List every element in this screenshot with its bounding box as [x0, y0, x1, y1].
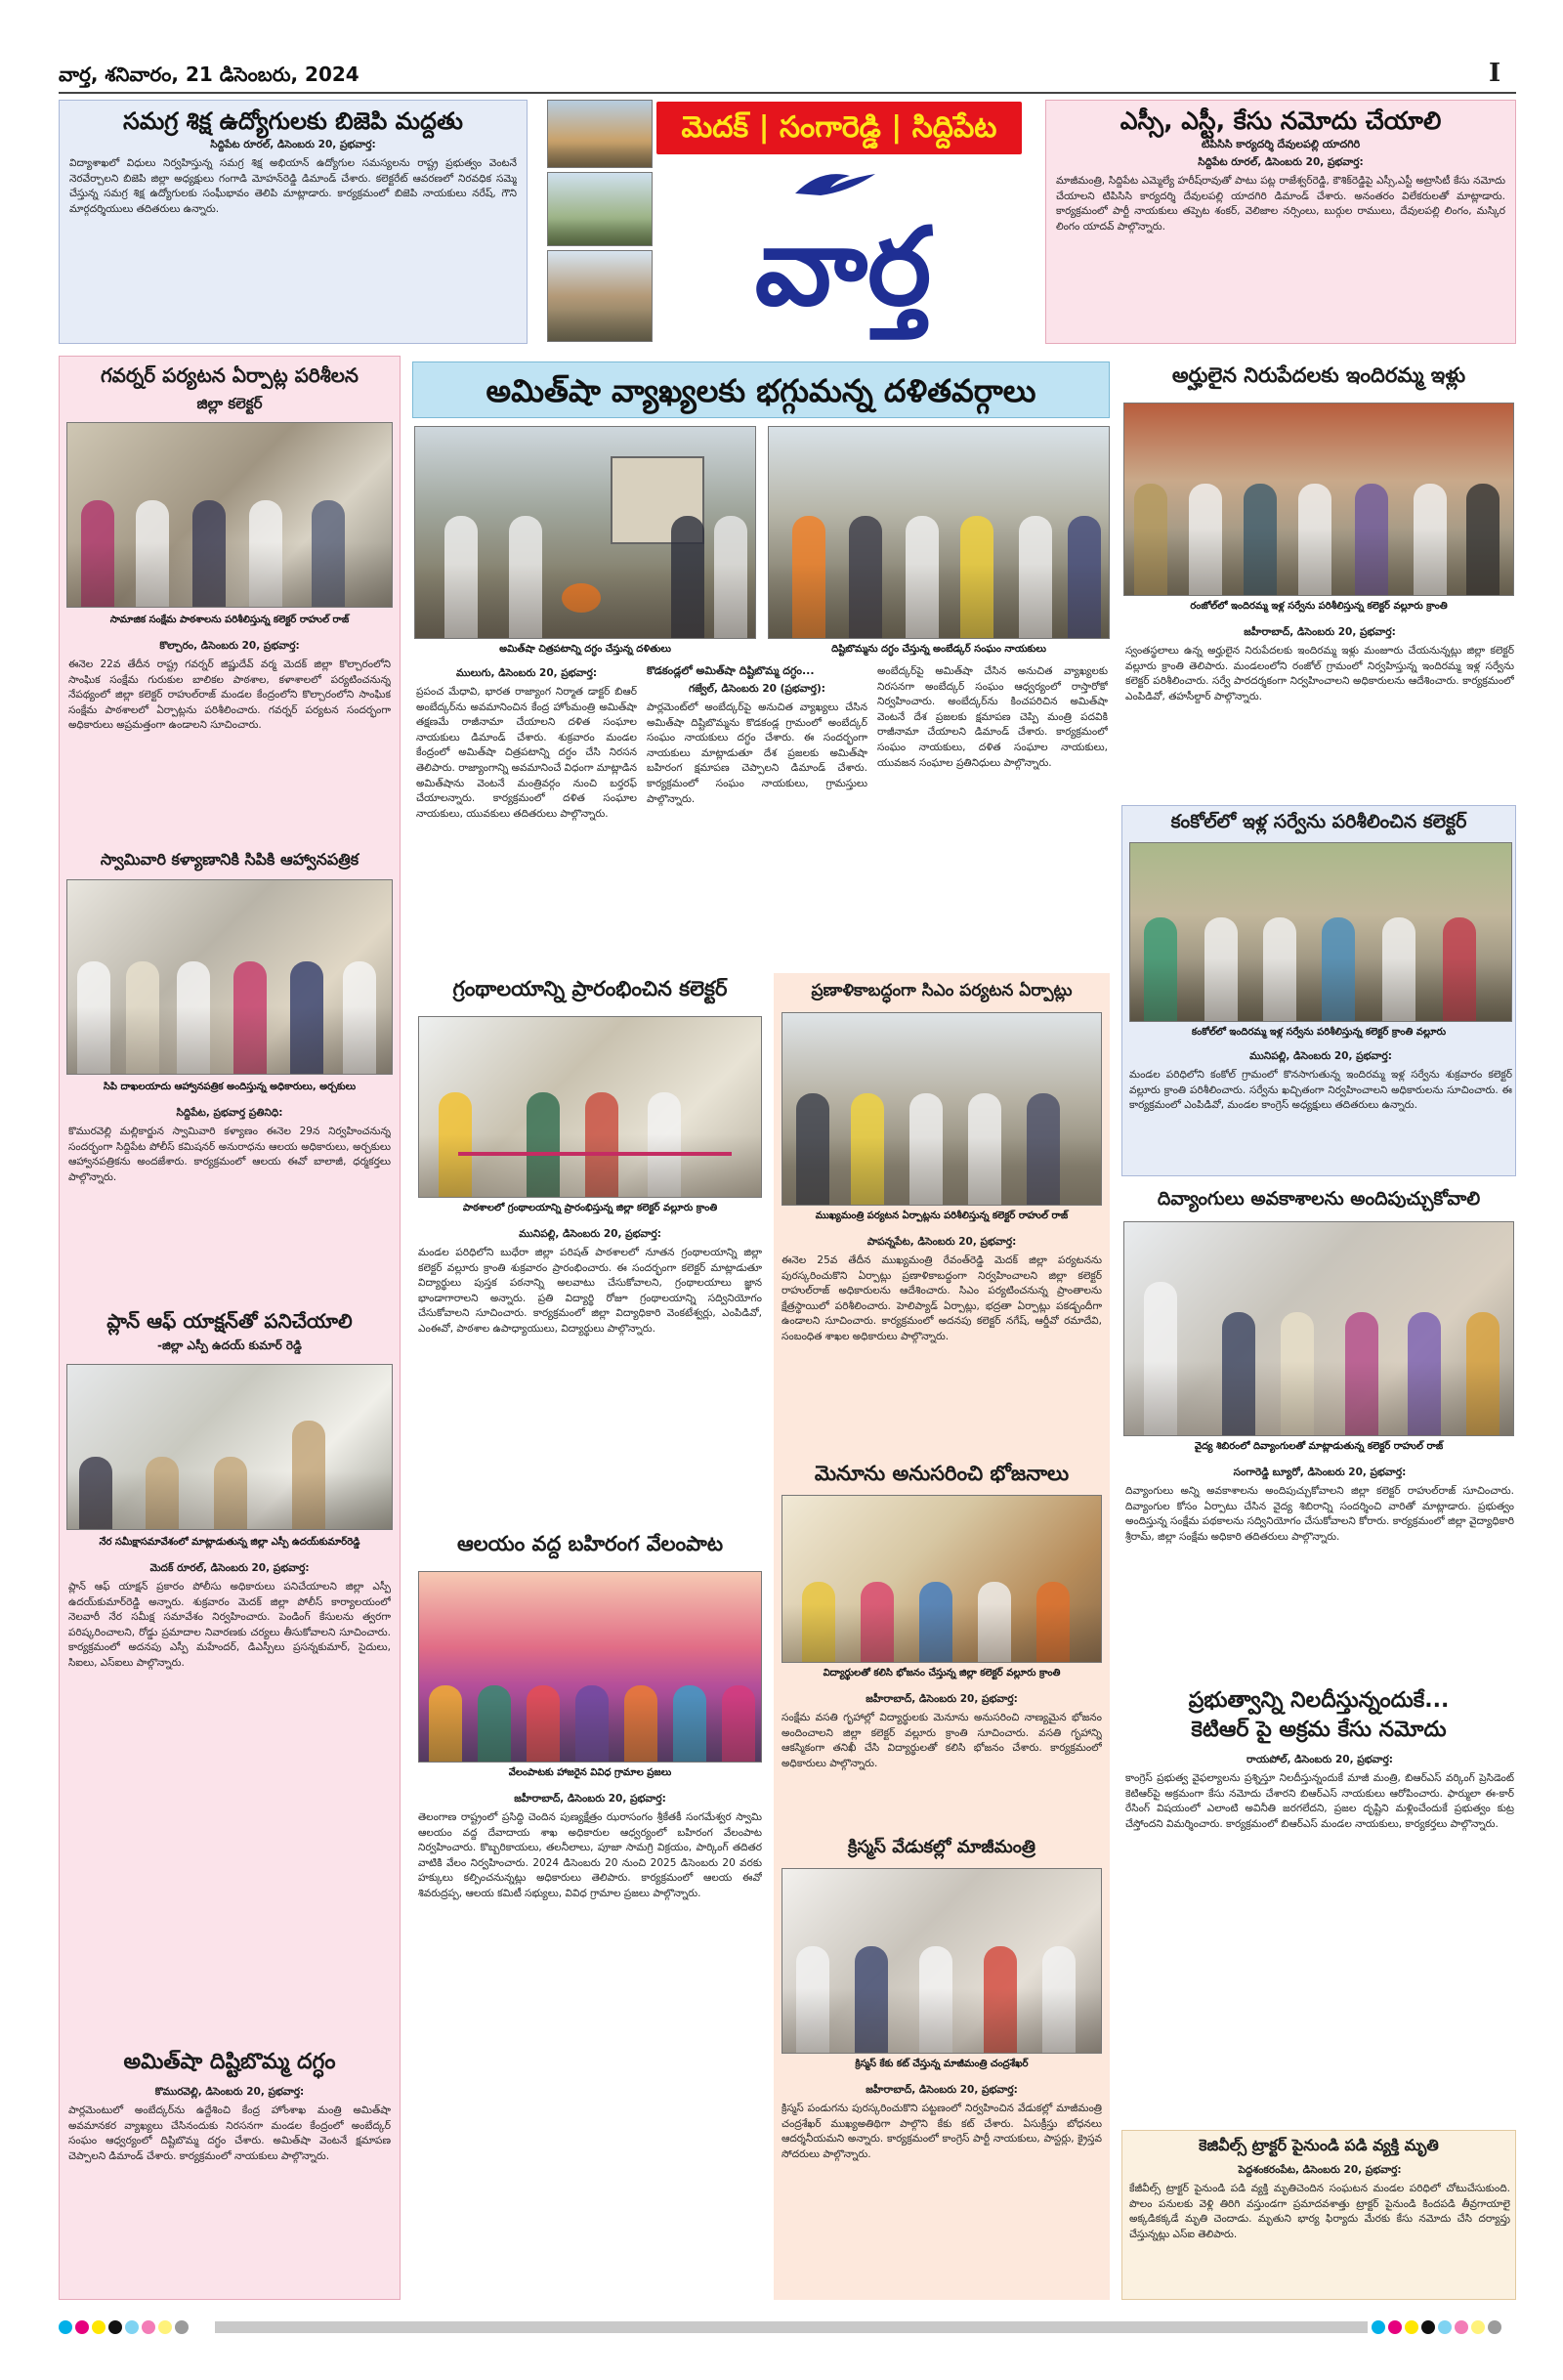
col3-cm-dateline: పాపన్నపేట, డిసెంబరు 20, ప్రభవార్త: [866, 1236, 1017, 1248]
col2-temple-photo [418, 1571, 762, 1763]
temple-photo-1 [547, 100, 653, 168]
col4-s4-body: కాంగ్రెస్ ప్రభుత్వ వైఫల్యాలను ప్రశ్నిస్తూ నిలదీస్తున్నందుకే మాజీ మంత్రి, బిఆర్‌ఎస్ వర్కింగ్ ప్రెసిడెంట్ కెటిఆర్‌పై అక్రమంగా కేసు నమోదు చేశారని బిఆర్‌ఎస్ నాయకులు ఆరోపించారు. ఫార్ములా ఈ-కార్ రేసింగ్ విషయంలో ఎలాంటి అవినీతి జరగలేదని, ప్రజల దృష్టిని మళ్లించేందుకే ప్రభుత్వం కుట్ర చేస్తోందని విమర్శించారు. కార్యక్రమంలో బిఆర్‌ఎస్ మండల నాయకులు, కార్యకర్తలు పాల్గొన్నారు. [1125, 1772, 1514, 1830]
col1-s3-caption: నేర సమీక్షాసమావేశంలో మాట్లాడుతున్న జిల్లా ఎస్పీ ఉదయ్‌కుమార్‌రెడ్డి [99, 1537, 360, 1548]
col3-menu-photo [782, 1495, 1102, 1663]
col3-menu-caption: విద్యార్థులతో కలిసి భోజనం చేస్తున్న జిల్లా కలెక్టర్ వల్లూరు క్రాంతి [823, 1668, 1061, 1679]
footer-gray-bar [215, 2321, 1368, 2333]
col3-menu-dateline: జహీరాబాద్, డిసెంబరు 20, ప్రభవార్త: [866, 1693, 1018, 1705]
col3-cm-headline: ప్రణాళికాబద్ధంగా సిఎం పర్యటన ఏర్పాట్లు [811, 981, 1073, 1000]
col4-s3-photo [1123, 1221, 1514, 1436]
col2-caption-a: అమిత్‌షా చిత్రపటాన్ని దగ్ధం చేస్తున్న దళితులు [499, 644, 671, 655]
monument-photo [547, 172, 653, 246]
col4-s4-headline2: కెటిఆర్ పై అక్రమ కేసు నమోదు [1191, 1718, 1447, 1742]
col4-s2-photo [1129, 842, 1512, 1022]
masthead-date: వార్త, శనివారం, 21 డిసెంబరు, 2024 [59, 63, 359, 86]
col4-s1-headline: అర్హులైన నిరుపేదలకు ఇందిరమ్మ ఇళ్లు [1171, 363, 1466, 387]
col3-menu-body: సంక్షేమ వసతి గృహాల్లో విద్యార్థులకు మెనూను అనుసరించి నాణ్యమైన భోజనం అందించాలని జిల్లా కలెక్టర్ వల్లూరు క్రాంతి సూచించారు. వసతి గృహాన్ని ఆకస్మికంగా తనిఖీ చేసి విద్యార్థులతో కలిసి భోజనం చేశారు. కార్యక్రమంలో అధికారులు పాల్గొన్నారు. [782, 1712, 1102, 1769]
col4-s3-dateline: సంగారెడ్డి బ్యూరో, డిసెంబరు 20, ప్రభవార్త: [1233, 1466, 1407, 1478]
registration-dot [92, 2320, 106, 2334]
col2-temple-dateline: జహీరాబాద్, డిసెంబరు 20, ప్రభవార్త: [514, 1793, 666, 1805]
col2-lib-headline: గ్రంథాలయాన్ని ప్రారంభించిన కలెక్టర్ [452, 977, 728, 1000]
col4-s5-headline: కెజివీల్స్ ట్రాక్టర్ పైనుండి పడి వ్యక్తి మృతి [1199, 2136, 1439, 2154]
col4-s3-caption: వైద్య శిబిరంలో దివ్యాంగులతో మాట్లాడుతున్న కలెక్టర్ రాహుల్ రాజ్ [1194, 1441, 1444, 1452]
col3-menu-headline: మెనూను అనుసరించి భోజనాలు [814, 1462, 1070, 1485]
clocktower-photo [547, 250, 653, 342]
col4-s2-body: మండల పరిధిలోని కంకోల్ గ్రామంలో కొనసాగుతున్న ఇందిరమ్మ ఇళ్ల సర్వేను శుక్రవారం కలెక్టర్ వల్లూరు క్రాంతి పరిశీలించారు. సర్వేను ఖచ్చితంగా నిర్వహించాలని అధికారులను సూచించారు. ఈ కార్యక్రమంలో ఎంపిడివో, మండల కాంగ్రెస్ అధ్యక్షులు తదితరులు ఉన్నారు. [1129, 1069, 1512, 1112]
col3-xmas-body: క్రిస్మస్ పండుగను పురస్కరించుకొని పట్టణంలో నిర్వహించిన వేడుకల్లో మాజీమంత్రి చంద్రశేఖర్ ముఖ్యఅతిథిగా పాల్గొని కేకు కట్ చేశారు. ఏసుక్రీస్తు బోధనలు ఆదర్శనీయమని అన్నారు. కార్యక్రమంలో కాంగ్రెస్ పార్టీ నాయకులు, పాస్టర్లు, క్రైస్తవ సోదరులు పాల్గొన్నారు. [782, 2103, 1102, 2160]
col4-s2-caption: కంకోల్‌లో ఇందిరమ్మ ఇళ్ల సర్వేను పరిశీలిస్తున్న కలెక్టర్ క్రాంతి వల్లూరు [1191, 1027, 1447, 1038]
registration-dot [1405, 2320, 1418, 2334]
col1-s2-caption: సిపి దాఖలయాదు ఆహ్వానపత్రిక అందిస్తున్న అధికారులు, అర్చకులు [103, 1082, 357, 1092]
registration-dot [1438, 2320, 1452, 2334]
col2-sub-b: కొడకండ్లలో అమిత్‌షా దిష్టిబొమ్మ దగ్ధం... [647, 664, 815, 677]
col2-dateline-b: గజ్వేల్, డిసెంబరు 20 (ప్రభవార్త): [689, 683, 825, 695]
col4-s5-body: కేజీవీల్స్ ట్రాక్టర్ పైనుండి పడి వ్యక్తి మృతిచెందిన సంఘటన మండల పరిధిలో చోటుచేసుకుంది. పొలం పనులకు వెళ్లి తిరిగి వస్తుండగా ప్రమాదవశాత్తు ట్రాక్టర్ పైనుండి కిందపడి తీవ్రగాయాలై అక్కడికక్కడే మృతి చెందాడు. మృతుని భార్య ఫిర్యాదు మేరకు కేసు నమోదు చేసి దర్యాప్తు చేస్తున్నట్లు ఎస్‌ఐ తెలిపారు. [1129, 2183, 1510, 2240]
col1-s3-photo [66, 1364, 393, 1530]
col4-s5-dateline: పెద్దశంకరంపేట, డిసెంబరు 20, ప్రభవార్త: [1238, 2164, 1402, 2176]
col3-xmas-caption: క్రిస్మస్ కేకు కట్ చేస్తున్న మాజీమంత్రి చంద్రశేఖర్ [855, 2059, 1029, 2069]
footer-colorbar-right [1372, 2319, 1528, 2335]
top-right-subhead: టిపిసిసి కార్యదర్శి దేవులపల్లి యాదగిరి [1201, 138, 1361, 150]
col1-s1-photo [66, 422, 393, 608]
col1-s2-body: కొమురవెల్లి మల్లికార్జున స్వామివారి కళ్యాణం ఈనెల 29న నిర్వహించనున్న సందర్భంగా సిద్దిపేట పోలీస్ కమిషనర్ అనురాధను ఆలయ అధికారులు, అర్చకులు ఆహ్వానపత్రికను అందజేశారు. కార్యక్రమంలో ఆలయ ఈవో బాలాజీ, ధర్మకర్తలు పాల్గొన్నారు. [68, 1126, 391, 1183]
col1-s3-body: ప్లాన్ ఆఫ్ యాక్షన్ ప్రకారం పోలీసు అధికారులు పనిచేయాలని జిల్లా ఎస్పీ ఉదయ్‌కుమార్‌రెడ్డి అన్నారు. శుక్రవారం మెదక్ జిల్లా పోలీస్ కార్యాలయంలో నెలవారీ నేర సమీక్ష సమావేశం నిర్వహించారు. పెండింగ్ కేసులను త్వరగా పరిష్కరించాలని, రోడ్డు ప్రమాదాల నివారణకు చర్యలు తీసుకోవాలని సూచించారు. కార్యక్రమంలో అదనపు ఎస్పీ మహేందర్, డిఎస్పీలు ప్రసన్నకుమార్, సైదులు, సిఐలు, ఎస్‌ఐలు పాల్గొన్నారు. [68, 1581, 391, 1669]
col4-s4-dateline: రాయపోల్, డిసెంబరు 20, ప్రభవార్త: [1246, 1754, 1393, 1765]
logo-text: వార్త [754, 204, 932, 329]
col2-dateline-a: ములుగు, డిసెంబరు 20, ప్రభవార్త: [455, 667, 598, 679]
registration-dot [1471, 2320, 1485, 2334]
col1-s2-headline: స్వామివారి కళ్యాణానికి సిపికి ఆహ్వానపత్రిక [100, 850, 359, 869]
col4-s4-headline: ప్రభుత్వాన్ని నిలదీస్తున్నందుకే... [1188, 1688, 1450, 1713]
top-left-dateline: సిద్దిపేట రూరల్, డిసెంబరు 20, ప్రభవార్త: [210, 139, 376, 150]
col2-lib-body: మండల పరిధిలోని బుధేరా జిల్లా పరిషత్ పాఠశాలలో నూతన గ్రంథాలయాన్ని జిల్లా కలెక్టర్ వల్లూరు క్రాంతి శుక్రవారం ప్రారంభించారు. ఈ సందర్భంగా కలెక్టర్ మాట్లాడుతూ విద్యార్థులు పుస్తక పఠనాన్ని అలవాటు చేసుకోవాలని, గ్రంథాలయాలు జ్ఞాన భాండాగారాలని అన్నారు. ప్రతి విద్యార్థి రోజూ గ్రంథాలయాన్ని సద్వినియోగం చేసుకోవాలని సూచించారు. కార్యక్రమంలో జిల్లా విద్యాధికారి వెంకటేశ్వర్లు, ఎంపిడివో, ఎంఈవో, పాఠశాల ఉపాధ్యాయులు, విద్యార్థులు పాల్గొన్నారు. [418, 1247, 762, 1335]
col3-cm-caption: ముఖ్యమంత్రి పర్యటన ఏర్పాట్లను పరిశీలిస్తున్న కలెక్టర్ రాహుల్ రాజ్ [815, 1211, 1069, 1221]
col4-s2-dateline: మునిపల్లి, డిసెంబరు 20, ప్రభవార్త: [1249, 1050, 1392, 1062]
logo-block [547, 100, 1026, 344]
registration-dot [1455, 2320, 1468, 2334]
registration-dot [142, 2320, 155, 2334]
top-left-body: విద్యాశాఖలో విధులు నిర్వహిస్తున్న సమగ్ర శిక్ష అభియాన్ ఉద్యోగుల సమస్యలను రాష్ట్ర ప్రభుత్వం వెంటనే నెరవేర్చాలని బిజెపి జిల్లా అధ్యక్షులు గంగాడి మోహన్‌రెడ్డి డిమాండ్ చేశారు. కలెక్టరేట్ ఆవరణలో నిరవధిక సమ్మె చేస్తున్న సమగ్ర శిక్ష ఉద్యోగులకు సంఘీభావం తెలిపి మాట్లాడారు. కార్యక్రమంలో బిజెపి నాయకులు నరేష్, గౌని మార్గదర్శియులు తదితరులు ఉన్నారు. [69, 157, 517, 215]
col3-xmas-dateline: జహీరాబాద్, డిసెంబరు 20, ప్రభవార్త: [866, 2084, 1018, 2096]
registration-dot [75, 2320, 89, 2334]
registration-dot [108, 2320, 122, 2334]
col2-body-a: ప్రపంచ మేధావి, భారత రాజ్యాంగ నిర్మాత డాక్టర్ బిఆర్ అంబేద్కర్‌ను అవమానించిన కేంద్ర హోంమంత్రి అమిత్‌షా తక్షణమే రాజీనామా చేయాలని దళిత సంఘాల నాయకులు డిమాండ్ చేశారు. శుక్రవారం మండల కేంద్రంలో అమిత్‌షా చిత్రపటాన్ని దగ్ధం చేసి నిరసన తెలిపారు. రాజ్యాంగాన్ని అవమానించే విధంగా మాట్లాడిన అమిత్‌షాను వెంటనే మంత్రివర్గం నుంచి బర్తరఫ్ చేయాలన్నారు. కార్యక్రమంలో దళిత సంఘాల నాయకులు, యువకులు తదితరులు పాల్గొన్నారు. [416, 686, 637, 820]
registration-dot [1388, 2320, 1402, 2334]
registration-dot [175, 2320, 189, 2334]
col2-temple-headline: ఆలయం వద్ద బహిరంగ వేలంపాట [456, 1532, 724, 1555]
col4-s2-headline: కంకోల్‌లో ఇళ్ల సర్వేను పరిశీలించిన కలెక్టర్ [1170, 811, 1467, 832]
col1-s3-sub: -జిల్లా ఎస్పీ ఉదయ్ కుమార్ రెడ్డి [157, 1339, 302, 1352]
col4-s3-headline: దివ్యాంగులు అవకాశాలను అందిపుచ్చుకోవాలి [1157, 1188, 1481, 1210]
masthead-rule [59, 92, 1516, 94]
col1-s4-body: పార్లమెంటులో అంబేద్కర్‌ను ఉద్దేశించి కేంద్ర హోంశాఖ మంత్రి అమిత్‌షా అవమానకర వ్యాఖ్యలు చేసినందుకు నిరసనగా మండల కేంద్రంలో అంబేద్కర్ సంఘం ఆధ్వర్యంలో దిష్టిబొమ్మ దగ్ధం చేశారు. అమిత్‌షా వెంటనే క్షమాపణ చెప్పాలని డిమాండ్ చేశారు. కార్యక్రమంలో నాయకులు పాల్గొన్నారు. [68, 2104, 391, 2162]
top-left-story [59, 100, 528, 344]
col2-lib-photo [418, 1016, 762, 1198]
col1-s4-dateline: కొమురవెల్లి, డిసెంబరు 20, ప్రభవార్త: [154, 2086, 305, 2098]
col3-cm-body: ఈనెల 25వ తేదీన ముఖ్యమంత్రి రేవంత్‌రెడ్డి మెదక్ జిల్లా పర్యటనను పురస్కరించుకొని ఏర్పాట్లు ప్రణాళికాబద్ధంగా నిర్వహించాలని జిల్లా కలెక్టర్ రాహుల్‌రాజ్ అధికారులను ఆదేశించారు. సిఎం పర్యటించనున్న ప్రాంతాలను క్షేత్రస్థాయిలో పరిశీలించారు. హెలిప్యాడ్ ఏర్పాట్లు, భద్రతా ఏర్పాట్లు పకడ్బందీగా ఉండాలని సూచించారు. కార్యక్రమంలో అదనపు కలెక్టర్ నగేష్, ఆర్డీవో రమాదేవి, సంబంధిత శాఖల అధికారులు పాల్గొన్నారు. [782, 1254, 1102, 1342]
col1-s4-headline: అమిత్‌షా దిష్టిబొమ్మ దగ్ధం [123, 2050, 336, 2074]
col1-s3-dateline: మెదక్ రూరల్, డిసెంబరు 20, ప్రభవార్త: [149, 1562, 310, 1574]
registration-dot [125, 2320, 139, 2334]
registration-dot [1372, 2320, 1385, 2334]
col1-s3-headline: ప్లాన్ ఆఫ్ యాక్షన్‌తో పనిచేయాలి [106, 1309, 353, 1333]
col3-xmas-photo [782, 1868, 1102, 2054]
col4-s1-dateline: జహీరాబాద్, డిసెంబరు 20, ప్రభవార్త: [1244, 626, 1396, 638]
col2-photo-b [768, 426, 1110, 639]
edition-banner: మెదక్ | సంగారెడ్డి | సిద్దిపేట [656, 102, 1022, 154]
col2-lib-dateline: మునిపల్లి, డిసెంబరు 20, ప్రభవార్త: [519, 1228, 661, 1240]
col2-temple-body: తెలంగాణ రాష్ట్రంలో ప్రసిద్ధి చెందిన పుణ్యక్షేత్రం ఝరాసంగం శ్రీకేతకీ సంగమేశ్వర స్వామి ఆలయం వద్ద దేవాదాయ శాఖ అధికారుల ఆధ్వర్యంలో బహిరంగ వేలంపాట నిర్వహించారు. కొబ్బరికాయలు, తలనీలాలు, పూజా సామగ్రి విక్రయం, పార్కింగ్ తదితర వాటికి వేలం నిర్వహించారు. 2024 డిసెంబరు 20 నుంచి 2025 డిసెంబరు 20 వరకు హక్కులు కల్పించనున్నట్లు అధికారులు తెలిపారు. కార్యక్రమంలో ఆలయ ఈవో శివరుద్రప్ప, ఆలయ కమిటీ సభ్యులు, వివిధ గ్రామాల ప్రజలు పాల్గొన్నారు. [418, 1811, 762, 1899]
col4-s1-body: స్వంతస్థలాలు ఉన్న అర్హులైన నిరుపేదలకు ఇందిరమ్మ ఇళ్లు మంజూరు చేయనున్నట్లు జిల్లా కలెక్టర్ వల్లూరు క్రాంతి తెలిపారు. మండలంలోని రంజోల్ గ్రామంలో నిర్వహిస్తున్న ఇందిరమ్మ ఇళ్ల సర్వేను కలెక్టర్ పరిశీలించారు. సర్వే పారదర్శకంగా నిర్వహించాలని అధికారులను ఆదేశించారు. కార్యక్రమంలో ఎంపిడివో, తహసీల్దార్ పాల్గొన్నారు. [1125, 645, 1514, 702]
top-right-body: మాజీమంత్రి, సిద్దిపేట ఎమ్మెల్యే హరీష్‌రావుతో పాటు పట్ల రాజేశ్వర్‌రెడ్డి, కౌశిక్‌రెడ్డిపై ఎస్సీ,ఎస్టీ అట్రాసిటీ కేసు నమోదు చేయాలని టిపిసిసి కార్యదర్శి దేవులపల్లి యాదగిరి డిమాండ్ చేశారు. అనంతరం విలేకరులతో మాట్లాడారు. కార్యక్రమంలో పార్టీ నాయకులు తప్పెట శంకర్, వెలిజాల నర్సింలు, బుర్గుల రాములు, దేవులపల్లి లింగం, మస్కిర లింగం యాదవ్ పాల్గొన్నారు. [1056, 175, 1505, 233]
col1-s1-body: ఈనెల 22వ తేదీన రాష్ట్ర గవర్నర్ జిష్ణుదేవ్ వర్మ మెదక్ జిల్లా కొల్చారంలోని సాంఘిక సంక్షేమ గురుకుల బాలికల పాఠశాల, కళాశాలలో పర్యటించనున్న నేపథ్యంలో జిల్లా కలెక్టర్ రాహుల్‌రాజ్ మండల కేంద్రంలోని కొల్చారంలోని సాంఘిక సంక్షేమ పాఠశాలలో ఏర్పాట్లను పరిశీలించారు. గవర్నర్ పర్యటన సందర్భంగా అధికారులు అప్రమత్తంగా ఉండాలని సూచించారు. [68, 659, 391, 732]
col2-lib-caption: పాఠశాలలో గ్రంథాలయాన్ని ప్రారంభిస్తున్న జిల్లా కలెక్టర్ వల్లూరు క్రాంతి [462, 1203, 718, 1213]
footer-colorbar-left [59, 2319, 215, 2335]
registration-dot [1421, 2320, 1435, 2334]
top-right-dateline: సిద్దిపేట రూరల్, డిసెంబరు 20, ప్రభవార్త: [1198, 156, 1364, 168]
registration-dot [158, 2320, 172, 2334]
col4-s1-caption: రంజోల్‌లో ఇందిరమ్మ ఇళ్ల సర్వేను పరిశీలిస్తున్న కలెక్టర్ వల్లూరు క్రాంతి [1190, 601, 1448, 612]
center-banner: అమిత్‌షా వ్యాఖ్యలకు భగ్గుమన్న దళితవర్గాలు [412, 361, 1110, 418]
col2-caption-b: దిష్టిబొమ్మను దగ్ధం చేస్తున్న అంబేడ్కర్ సంఘం నాయకులు [831, 644, 1046, 655]
top-right-headline: ఎస్సీ, ఎస్టీ, కేసు నమోదు చేయాలి [1119, 106, 1442, 135]
col1-s1-headline: గవర్నర్ పర్యటన ఏర్పాట్ల పరిశీలన [101, 363, 359, 387]
col2-body-b: పార్లమెంట్‌లో అంబేద్కర్‌పై అనుచిత వ్యాఖ్యలు చేసిన అమిత్‌షా దిష్టిబొమ్మను కొడకండ్ల గ్రామంలో అంబేద్కర్ సంఘం నాయకులు దగ్ధం చేశారు. ఈ సందర్భంగా నాయకులు మాట్లాడుతూ దేశ ప్రజలకు అమిత్‌షా బహిరంగ క్షమాపణ చెప్పాలని డిమాండ్ చేశారు. కార్యక్రమంలో సంఘం నాయకులు, గ్రామస్తులు పాల్గొన్నారు. [647, 701, 867, 805]
registration-dot [59, 2320, 72, 2334]
col1-s1-sub: జిల్లా కలెక్టర్ [196, 395, 263, 412]
top-left-headline: సమగ్ర శిక్ష ఉద్యోగులకు బిజెపి మద్దతు [123, 107, 463, 135]
col1-s2-dateline: సిద్దిపేట, ప్రభవార్త ప్రతినిధి: [176, 1107, 283, 1119]
col2-photo-a [414, 426, 756, 639]
col4-s1-photo [1123, 403, 1514, 596]
col3-cm-photo [782, 1012, 1102, 1206]
col4-s3-body: దివ్యాంగులు అన్ని అవకాశాలను అందిపుచ్చుకోవాలని జిల్లా కలెక్టర్ రాహుల్‌రాజ్ సూచించారు. దివ్యాంగుల కోసం ఏర్పాటు చేసిన వైద్య శిబిరాన్ని సందర్శించి వారితో మాట్లాడారు. ప్రభుత్వం అందిస్తున్న సంక్షేమ పథకాలను సద్వినియోగం చేసుకోవాలని కోరారు. కార్యక్రమంలో జిల్లా వైద్యాధికారి శ్రీరామ్, జిల్లా సంక్షేమ అధికారి తదితరులు పాల్గొన్నారు. [1125, 1485, 1514, 1543]
registration-dot [1488, 2320, 1501, 2334]
col1-s1-caption: సామాజిక సంక్షేమ పాఠశాలను పరిశీలిస్తున్న కలెక్టర్ రాహుల్ రాజ్ [109, 615, 350, 625]
col1-s2-photo [66, 879, 393, 1075]
page-number: I [1489, 59, 1501, 88]
col3-xmas-headline: క్రిస్మస్ వేడుకల్లో మాజీమంత్రి [848, 1837, 1035, 1857]
col3-body-top: అంబేద్కర్‌పై అమిత్‌షా చేసిన అనుచిత వ్యాఖ్యలకు నిరసనగా అంబేద్కర్ సంఘం ఆధ్వర్యంలో రాస్తారోకో నిర్వహించారు. అంబేద్కర్‌ను కించపరిచిన అమిత్‌షా వెంటనే దేశ ప్రజలకు క్షమాపణ చెప్పి మంత్రి పదవికి రాజీనామా చేయాలని డిమాండ్ చేశారు. కార్యక్రమంలో సంఘం నాయకులు, దళిత సంఘాల నాయకులు, యువజన సంఘాల ప్రతినిధులు పాల్గొన్నారు. [877, 665, 1108, 769]
col1-s1-dateline: కొల్చారం, డిసెంబరు 20, ప్రభవార్త: [159, 640, 300, 652]
col2-temple-caption: వేలంపాటకు హాజరైన వివిధ గ్రామాల ప్రజలు [508, 1767, 672, 1778]
top-right-story [1045, 100, 1516, 344]
